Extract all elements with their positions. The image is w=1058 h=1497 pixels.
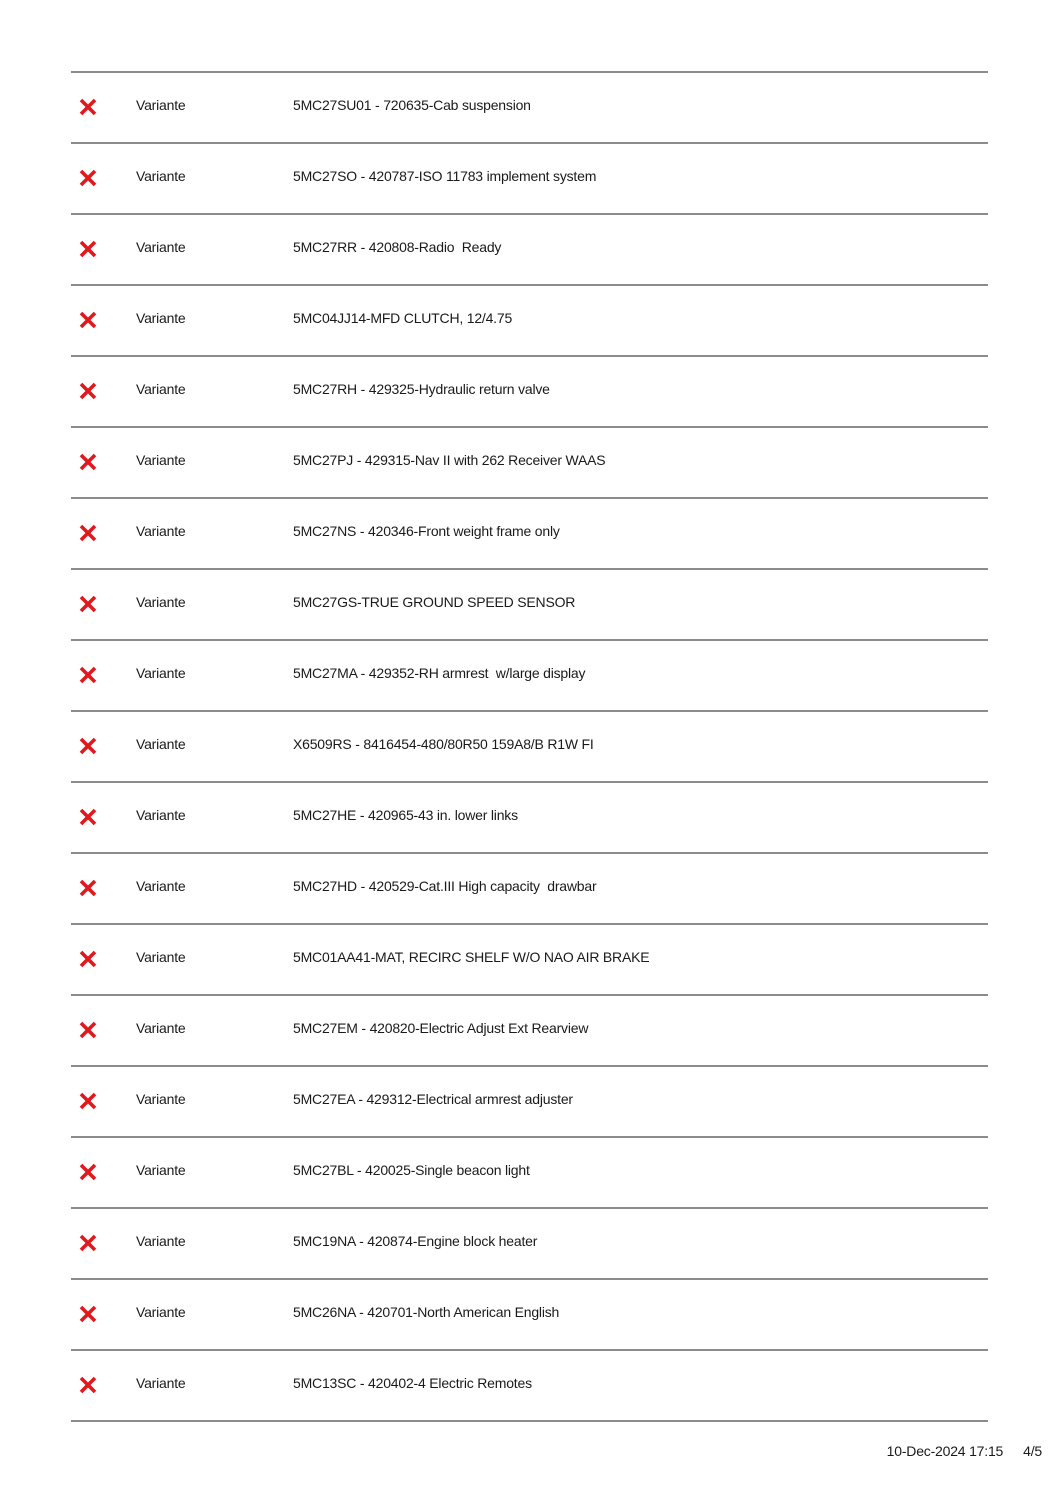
list-item [71, 712, 988, 783]
list-item [71, 570, 988, 641]
row-type-label: Variante [136, 523, 186, 539]
row-description: 5MC19NA - 420874-Engine block heater [293, 1233, 538, 1249]
row-description: 5MC26NA - 420701-North American English [293, 1304, 560, 1320]
row-description: X6509RS - 8416454-480/80R50 159A8/B R1W FI [293, 736, 594, 752]
list-item [71, 1351, 988, 1422]
close-icon [78, 452, 98, 472]
close-icon [78, 594, 98, 614]
close-icon [78, 381, 98, 401]
list-item [71, 1138, 988, 1209]
close-icon [78, 168, 98, 188]
row-type-label: Variante [136, 452, 186, 468]
row-description: 5MC04JJ14-MFD CLUTCH, 12/4.75 [293, 310, 513, 326]
variant-list [71, 71, 988, 1422]
row-description: 5MC27HD - 420529-Cat.III High capacity drawbar [293, 878, 597, 894]
row-type-label: Variante [136, 736, 186, 752]
row-description: 5MC01AA41-MAT, RECIRC SHELF W/O NAO AIR BRAKE [293, 949, 650, 965]
row-description: 5MC27PJ - 429315-Nav II with 262 Receiver WAAS [293, 452, 606, 468]
close-icon [78, 1375, 98, 1395]
close-icon [78, 807, 98, 827]
row-type-label: Variante [136, 381, 186, 397]
row-type-label: Variante [136, 1020, 186, 1036]
close-icon [78, 97, 98, 117]
row-type-label: Variante [136, 239, 186, 255]
list-item [71, 996, 988, 1067]
list-item [71, 854, 988, 925]
close-icon [78, 736, 98, 756]
row-description: 5MC27RH - 429325-Hydraulic return valve [293, 381, 550, 397]
row-description: 5MC27EM - 420820-Electric Adjust Ext Rearview [293, 1020, 589, 1036]
row-type-label: Variante [136, 949, 186, 965]
close-icon [78, 665, 98, 685]
row-type-label: Variante [136, 168, 186, 184]
row-type-label: Variante [136, 1304, 186, 1320]
list-item [71, 73, 988, 144]
row-description: 5MC27SO - 420787-ISO 11783 implement system [293, 168, 597, 184]
close-icon [78, 1162, 98, 1182]
close-icon [78, 523, 98, 543]
row-type-label: Variante [136, 1162, 186, 1178]
print-datetime: 10-Dec-2024 17:15 [886, 1443, 1004, 1459]
row-description: 5MC13SC - 420402-4 Electric Remotes [293, 1375, 532, 1391]
row-description: 5MC27MA - 429352-RH armrest w/large display [293, 665, 586, 681]
list-item [71, 1280, 988, 1351]
row-description: 5MC27NS - 420346-Front weight frame only [293, 523, 560, 539]
row-type-label: Variante [136, 665, 186, 681]
row-description: 5MC27SU01 - 720635-Cab suspension [293, 97, 531, 113]
row-description: 5MC27BL - 420025-Single beacon light [293, 1162, 530, 1178]
close-icon [78, 949, 98, 969]
close-icon [78, 1091, 98, 1111]
list-item [71, 428, 988, 499]
list-item [71, 641, 988, 712]
row-type-label: Variante [136, 1091, 186, 1107]
list-item [71, 1209, 988, 1280]
row-description: 5MC27HE - 420965-43 in. lower links [293, 807, 518, 823]
list-item [71, 499, 988, 570]
row-type-label: Variante [136, 97, 186, 113]
list-item [71, 783, 988, 854]
list-item [71, 925, 988, 996]
list-item [71, 357, 988, 428]
close-icon [78, 1233, 98, 1253]
close-icon [78, 310, 98, 330]
close-icon [78, 1304, 98, 1324]
list-item [71, 286, 988, 357]
row-type-label: Variante [136, 1233, 186, 1249]
row-type-label: Variante [136, 594, 186, 610]
close-icon [78, 239, 98, 259]
close-icon [78, 878, 98, 898]
row-description: 5MC27EA - 429312-Electrical armrest adjuster [293, 1091, 573, 1107]
page-footer [887, 1443, 1042, 1459]
close-icon [78, 1020, 98, 1040]
row-type-label: Variante [136, 878, 186, 894]
list-item [71, 144, 988, 215]
page-number: 4/5 [1023, 1443, 1042, 1459]
list-item [71, 215, 988, 286]
row-type-label: Variante [136, 1375, 186, 1391]
list-item [71, 1067, 988, 1138]
row-type-label: Variante [136, 310, 186, 326]
row-type-label: Variante [136, 807, 186, 823]
row-description: 5MC27RR - 420808-Radio Ready [293, 239, 502, 255]
row-description: 5MC27GS-TRUE GROUND SPEED SENSOR [293, 594, 576, 610]
